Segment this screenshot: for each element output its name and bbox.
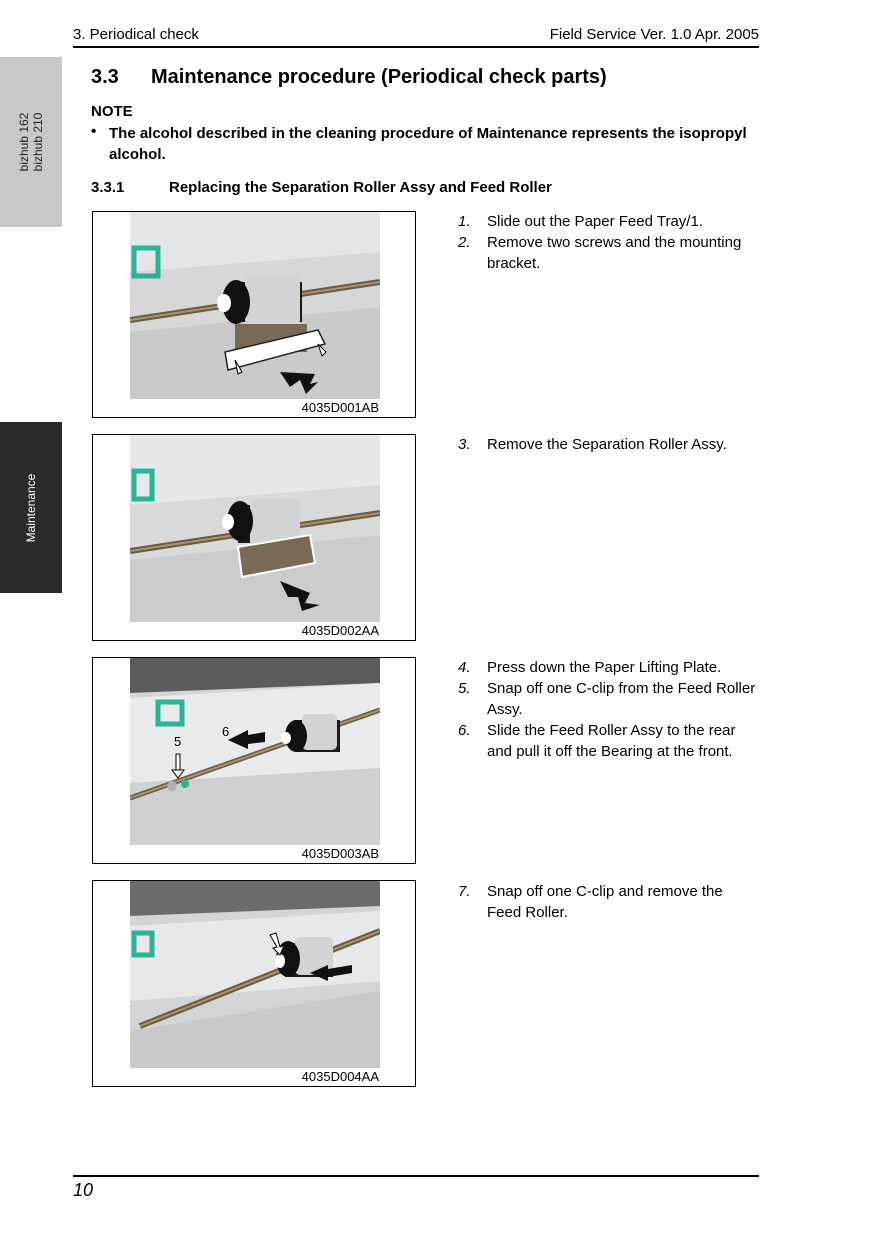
step-6-text: Slide the Feed Roller Assy to the rear and pull it off the Bearing at the front. xyxy=(487,722,736,760)
figure-3-illustration xyxy=(130,658,380,845)
step-4-number: 4. xyxy=(458,659,471,676)
step-1-number: 1. xyxy=(458,213,471,230)
figure-4-illustration xyxy=(130,881,380,1068)
section-title: Maintenance procedure (Periodical check parts) xyxy=(151,66,607,88)
side-tab-chapter-text: Maintenance xyxy=(24,473,38,542)
step-3-text: Remove the Separation Roller Assy. xyxy=(487,436,727,453)
step-1-text: Slide out the Paper Feed Tray/1. xyxy=(487,213,703,230)
figure-1-caption: 4035D001AB xyxy=(301,400,379,415)
step-5-number: 5. xyxy=(458,680,471,697)
model-bizhub-210: bizhub 210 xyxy=(31,112,45,172)
running-header-section: 3. Periodical check xyxy=(73,26,199,43)
figure-3-photo xyxy=(130,658,380,845)
side-tab-chapter xyxy=(0,422,62,593)
step-6-number: 6. xyxy=(458,722,471,739)
step-5-text: Snap off one C-clip from the Feed Roller Assy. xyxy=(487,680,756,718)
figure-2 xyxy=(92,434,416,641)
header-rule xyxy=(73,46,759,48)
side-tab-models-text xyxy=(17,113,45,172)
figure-2-caption: 4035D002AA xyxy=(301,623,379,638)
figure-3-label-6: 6 xyxy=(222,724,230,739)
note-text: The alcohol described in the cleaning procedure of Maintenance represents the isopropyl alcohol. xyxy=(109,125,747,163)
figure-4-caption: 4035D004AA xyxy=(301,1069,379,1084)
figure-3 xyxy=(92,657,416,864)
step-4-text: Press down the Paper Lifting Plate. xyxy=(487,659,722,676)
figure-1-illustration xyxy=(130,212,380,399)
note-heading: NOTE xyxy=(91,103,133,120)
figure-4 xyxy=(92,880,416,1087)
figure-4-photo xyxy=(130,881,380,1068)
note-bullet: • xyxy=(91,123,97,140)
footer-rule xyxy=(73,1175,759,1177)
figure-1 xyxy=(92,211,416,418)
figure-3-caption: 4035D003AB xyxy=(301,846,379,861)
subsection-title: Replacing the Separation Roller Assy and Feed Roller xyxy=(169,179,552,196)
page-number: 10 xyxy=(73,1180,94,1200)
section-number: 3.3 xyxy=(91,66,119,88)
step-2-text: Remove two screws and the mounting bracket. xyxy=(487,234,742,272)
step-3-number: 3. xyxy=(458,436,471,453)
subsection-number: 3.3.1 xyxy=(91,179,125,196)
step-7-text: Snap off one C-clip and remove the Feed Roller. xyxy=(487,883,723,921)
step-2-number: 2. xyxy=(458,234,471,251)
step-7-number: 7. xyxy=(458,883,471,900)
figure-2-illustration xyxy=(130,435,380,622)
figure-2-photo xyxy=(130,435,380,622)
side-tab-models xyxy=(0,57,62,227)
figure-1-photo xyxy=(130,212,380,399)
figure-3-label-5: 5 xyxy=(174,734,182,749)
model-bizhub-162: bizhub 162 xyxy=(17,112,31,172)
running-header-edition: Field Service Ver. 1.0 Apr. 2005 xyxy=(549,26,759,43)
